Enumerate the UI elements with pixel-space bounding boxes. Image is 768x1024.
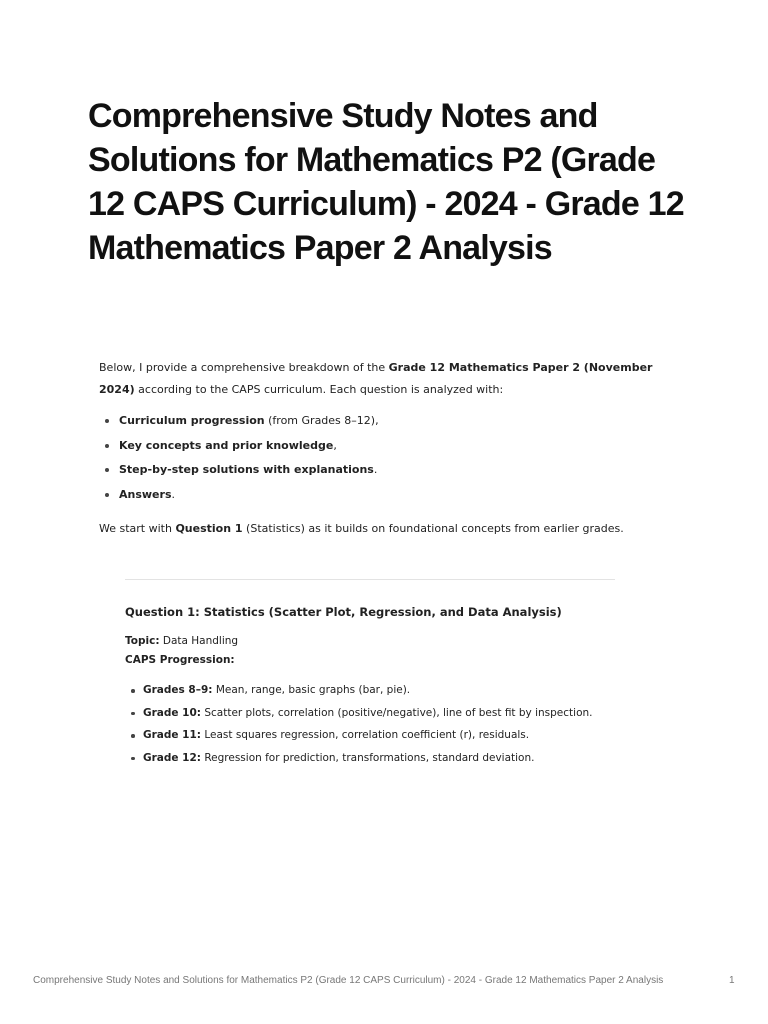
list-item: Curriculum progression (from Grades 8–12),	[99, 409, 659, 434]
intro-text: according to the CAPS curriculum. Each question is analyzed with:	[134, 383, 504, 396]
intro-section	[99, 357, 659, 540]
document-title: Comprehensive Study Notes and Solutions for Mathematics P2 (Grade 12 CAPS Curriculum) - 2024 - Grade 12 Mathematics Paper 2 Analysis	[88, 97, 684, 267]
intro-text: Below, I provide a comprehensive breakdown of the	[99, 361, 389, 374]
analysis-features-list	[99, 409, 659, 507]
topic-line: Topic: Data Handling	[125, 635, 239, 647]
list-item: Grades 8–9: Mean, range, basic graphs (bar, pie).	[125, 679, 645, 702]
list-item: Answers.	[99, 483, 659, 508]
list-item: Grade 11: Least squares regression, correlation coefficient (r), residuals.	[125, 724, 645, 747]
question-1-heading: Question 1: Statistics (Scatter Plot, Regression, and Data Analysis)	[125, 605, 562, 619]
question-reference: Question 1	[175, 522, 243, 535]
intro-paragraph	[99, 357, 659, 401]
intro-paper-name: Grade 12 Mathematics Paper 2 (November 2024)	[99, 361, 653, 396]
list-item: Key concepts and prior knowledge,	[99, 434, 659, 459]
start-paragraph: We start with Question 1 (Statistics) as it builds on foundational concepts from earlier grades.	[99, 522, 624, 535]
list-item: Grade 10: Scatter plots, correlation (positive/negative), line of best fit by inspection.	[125, 702, 645, 725]
section-divider	[125, 579, 615, 580]
page-number: 1	[729, 975, 735, 986]
question-1-section	[125, 602, 645, 769]
page-footer: Comprehensive Study Notes and Solutions for Mathematics P2 (Grade 12 CAPS Curriculum) - 2024 - Grade 12 Mathematics Paper 2 Analysis	[33, 975, 664, 986]
caps-progression-label: CAPS Progression:	[125, 654, 235, 666]
list-item: Grade 12: Regression for prediction, transformations, standard deviation.	[125, 747, 645, 770]
list-item: Step-by-step solutions with explanations.	[99, 458, 659, 483]
caps-progression-list	[125, 679, 645, 769]
